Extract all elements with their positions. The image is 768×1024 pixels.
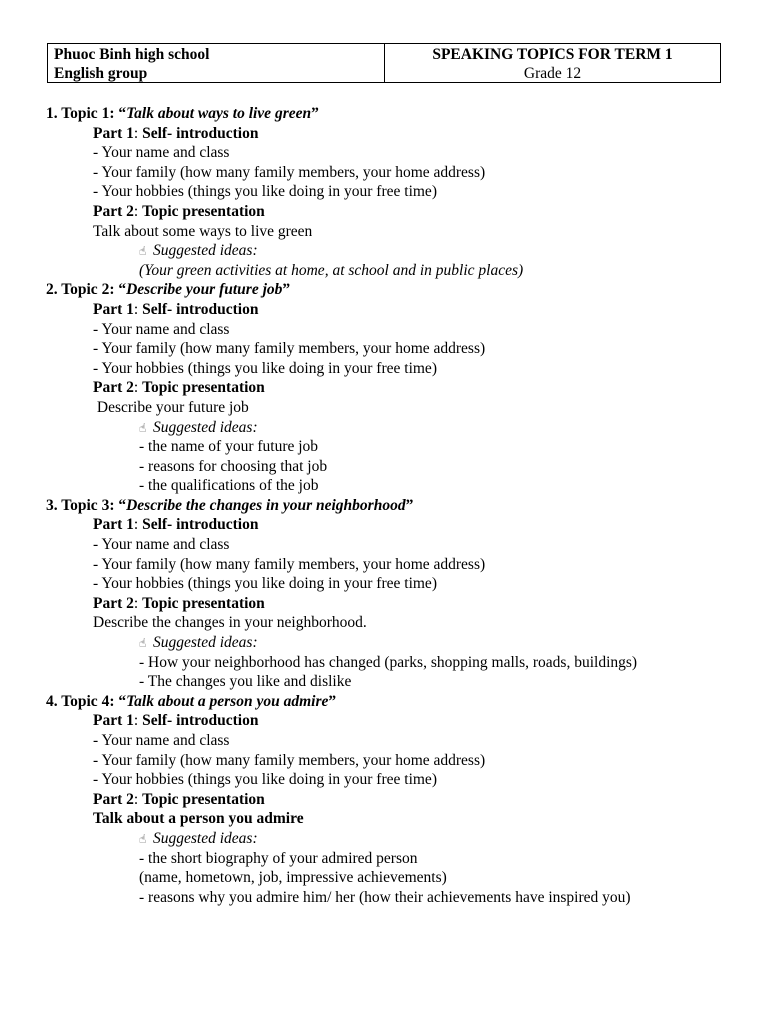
topic-4-heading <box>46 692 746 712</box>
topic-2-prefix: 2. Topic 2: “ <box>46 281 127 299</box>
name-line: - Your name and class <box>93 732 230 749</box>
part2-title: Topic presentation <box>142 790 265 808</box>
name-line: - Your name and class <box>93 144 230 162</box>
colon: : <box>133 124 139 142</box>
topic-1-part1 <box>46 124 746 144</box>
colon: : <box>133 300 139 318</box>
topic-3-prefix: 3. Topic 3: “ <box>46 496 127 514</box>
part2-label: Part 2 <box>93 202 134 220</box>
part2-label: Part 2 <box>93 790 134 808</box>
part1-label: Part 1 <box>93 516 134 534</box>
topic-1-heading <box>46 104 746 124</box>
topic-4-idea-3: - reasons why you admire him/ her (how their achievements have inspired you) <box>139 888 631 906</box>
topic-1-suffix: ” <box>311 105 319 122</box>
topic-1-idea-1: (Your green activities at home, at school and in public places) <box>139 261 524 279</box>
topic-2-idea-1: - the name of your future job <box>139 438 319 456</box>
grade-label: Grade 12 <box>523 65 582 82</box>
pointing-hand-icon: ☝ <box>139 420 147 435</box>
part2-title: Topic presentation <box>142 202 265 220</box>
pointing-hand-icon: ☝ <box>139 244 147 259</box>
part1-title: Self- introduction <box>142 300 259 318</box>
topic-2-task: Describe your future job <box>93 398 249 416</box>
hobbies-line: - Your hobbies (things you like doing in your free time) <box>93 183 437 201</box>
topic-2-idea-2: - reasons for choosing that job <box>139 457 328 475</box>
topic-2-title: Describe your future job <box>126 281 283 299</box>
topic-4-suffix: ” <box>328 692 337 710</box>
topics-list <box>46 104 746 907</box>
suggested-label: Suggested ideas: <box>153 418 258 436</box>
group-name: English group <box>54 65 148 82</box>
name-line: - Your name and class <box>93 320 230 338</box>
topic-4-part1 <box>46 711 746 731</box>
part2-title: Topic presentation <box>142 379 265 397</box>
colon: : <box>133 516 139 534</box>
topic-4-suggested <box>46 829 746 849</box>
colon: : <box>133 594 139 612</box>
pointing-hand-icon: ☝ <box>139 636 147 651</box>
topic-4-prefix: 4. Topic 4: “ <box>46 692 127 710</box>
document-title: SPEAKING TOPICS FOR TERM 1 <box>432 46 673 63</box>
hobbies-line: - Your hobbies (things you like doing in your free time) <box>93 771 437 789</box>
colon: : <box>133 712 139 730</box>
part2-label: Part 2 <box>93 379 134 397</box>
family-line: - Your family (how many family members, your home address) <box>93 555 486 573</box>
topic-4-idea-1: - the short biography of your admired person <box>139 849 418 867</box>
pointing-hand-icon: ☝ <box>139 831 147 846</box>
topic-1-task: Talk about some ways to live green <box>93 222 313 240</box>
topic-3-idea-2: - The changes you like and dislike <box>139 673 352 691</box>
topic-3-part1 <box>46 515 746 535</box>
topic-2-suffix: ” <box>282 281 291 299</box>
part1-title: Self- introduction <box>142 712 259 730</box>
topic-3-heading <box>46 496 746 516</box>
family-line: - Your family (how many family members, your home address) <box>93 163 486 181</box>
header-school-cell <box>48 44 385 82</box>
topic-2-heading <box>46 280 746 300</box>
header-title-cell <box>385 44 720 82</box>
topic-4-task: Talk about a person you admire <box>93 810 304 828</box>
topic-1-suggested <box>46 241 746 261</box>
part1-title: Self- introduction <box>142 124 259 142</box>
part1-label: Part 1 <box>93 300 134 318</box>
suggested-label: Suggested ideas: <box>153 242 258 260</box>
topic-3-part2 <box>46 594 746 614</box>
colon: : <box>133 202 139 220</box>
header-table <box>47 43 721 83</box>
school-name: Phuoc Binh high school <box>54 46 210 63</box>
topic-4-idea-2: (name, hometown, job, impressive achievements) <box>139 869 447 887</box>
topic-4-title: Talk about a person you admire <box>126 692 329 710</box>
suggested-label: Suggested ideas: <box>153 829 258 847</box>
name-line: - Your name and class <box>93 536 230 554</box>
topic-1-part2 <box>46 202 746 222</box>
suggested-label: Suggested ideas: <box>153 634 258 652</box>
hobbies-line: - Your hobbies (things you like doing in your free time) <box>93 359 437 377</box>
part2-label: Part 2 <box>93 594 134 612</box>
hobbies-line: - Your hobbies (things you like doing in your free time) <box>93 575 437 593</box>
topic-3-title: Describe the changes in your neighborhood <box>126 496 406 514</box>
topic-2-suggested <box>46 418 746 438</box>
topic-1-prefix: 1. Topic 1: “ <box>46 105 127 122</box>
topic-4-part2 <box>46 790 746 810</box>
topic-1-title: Talk about ways to live green <box>126 105 312 122</box>
topic-2-part2 <box>46 378 746 398</box>
topic-2-idea-3: - the qualifications of the job <box>139 477 319 495</box>
part1-label: Part 1 <box>93 124 134 142</box>
topic-3-suffix: ” <box>405 496 414 514</box>
colon: : <box>133 790 139 808</box>
colon: : <box>133 379 139 397</box>
part2-title: Topic presentation <box>142 594 265 612</box>
topic-3-suggested <box>46 633 746 653</box>
family-line: - Your family (how many family members, your home address) <box>93 751 486 769</box>
topic-3-idea-1: - How your neighborhood has changed (parks, shopping malls, roads, buildings) <box>139 653 638 671</box>
part1-title: Self- introduction <box>142 516 259 534</box>
part1-label: Part 1 <box>93 712 134 730</box>
topic-2-part1 <box>46 300 746 320</box>
family-line: - Your family (how many family members, your home address) <box>93 340 486 358</box>
topic-3-task: Describe the changes in your neighborhood. <box>93 614 367 632</box>
